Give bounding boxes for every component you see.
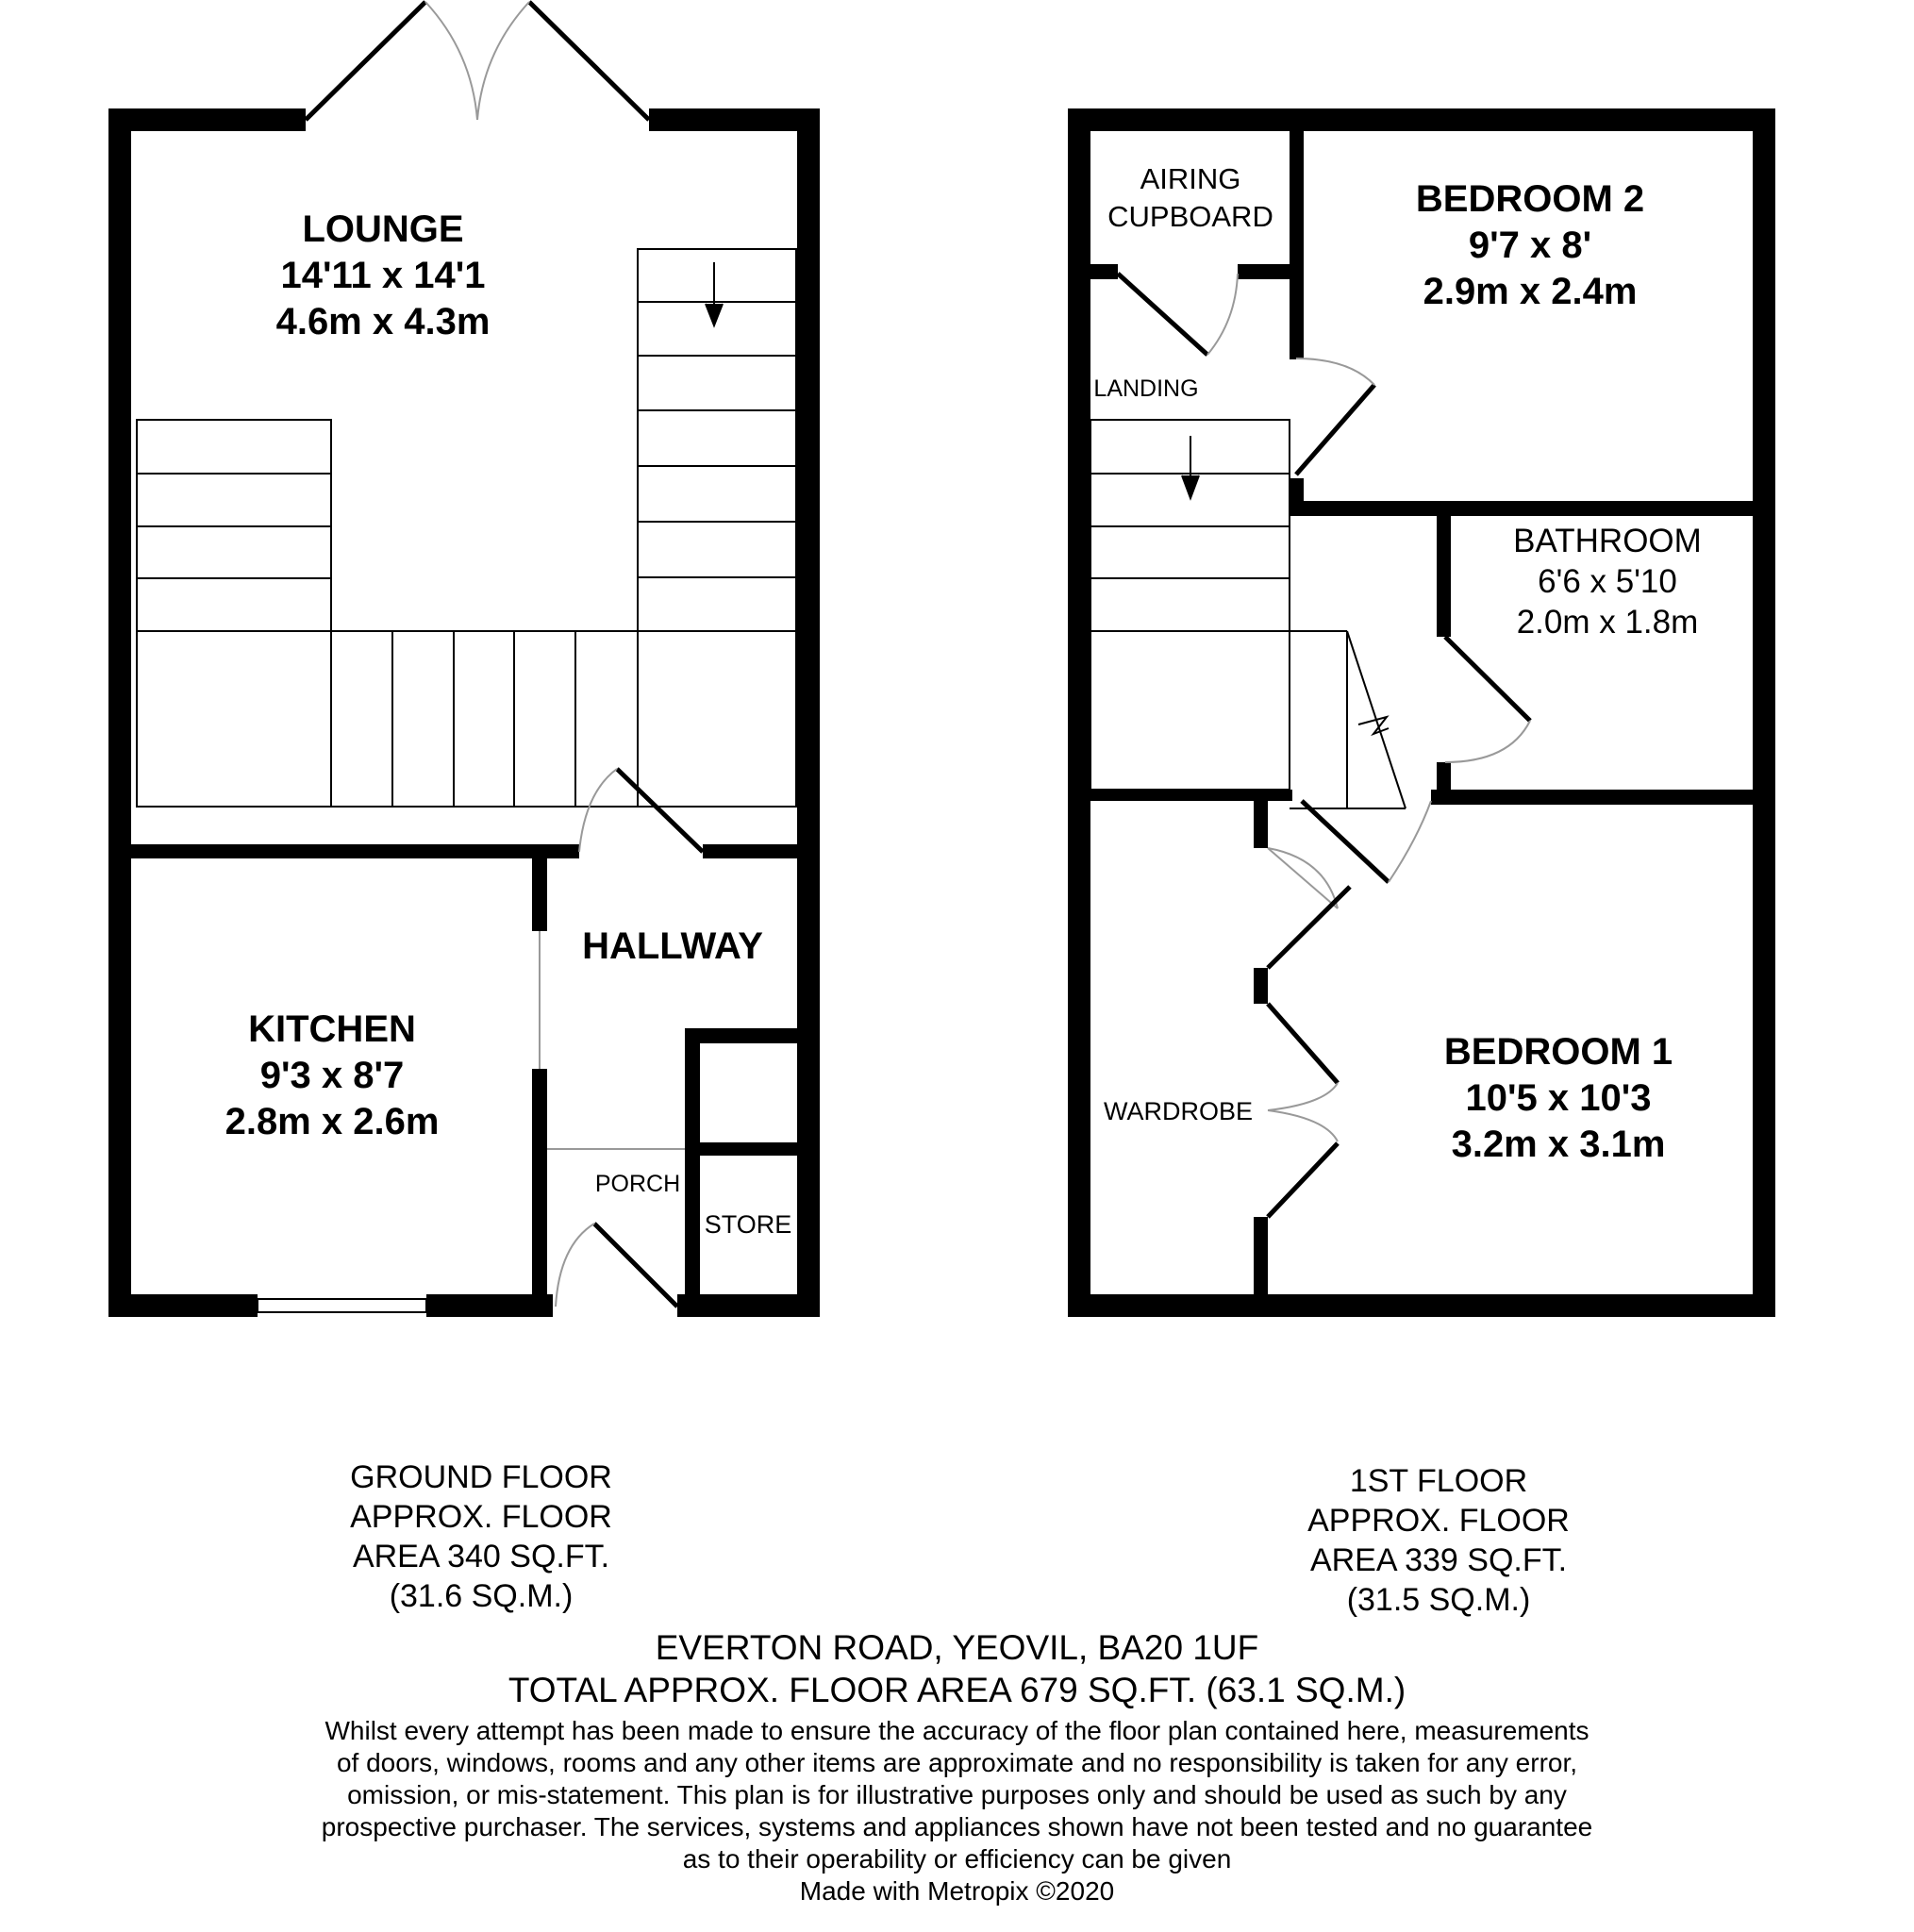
airing-cupboard-label	[1107, 162, 1273, 233]
bedroom2-imperial: 9'7 x 8'	[1468, 225, 1592, 266]
first-floor-area-line1: 1ST FLOOR	[1349, 1463, 1528, 1499]
bathroom-label	[1513, 523, 1702, 641]
disclaimer-line: as to their operability or efficiency can be given	[682, 1844, 1232, 1874]
landing-staircase	[1090, 420, 1406, 808]
bedroom2-metric: 2.9m x 2.4m	[1423, 271, 1638, 312]
ground-floor-area	[283, 1457, 679, 1616]
store-label: STORE	[704, 1210, 792, 1239]
first-floor-area-line4: (31.5 SQ.M.)	[1346, 1582, 1531, 1618]
lounge-name: LOUNGE	[302, 208, 464, 250]
first-floor-walls	[1068, 108, 1775, 1317]
bedroom1-metric: 3.2m x 3.1m	[1451, 1124, 1666, 1165]
ground-floor-area-line1: GROUND FLOOR	[350, 1459, 612, 1495]
first-floor-area	[1240, 1461, 1637, 1620]
disclaimer-line: of doors, windows, rooms and any other items are approximate and no responsibility is taken for any error,	[336, 1748, 1578, 1777]
disclaimer-line: omission, or mis-statement. This plan is for illustrative purposes only and should be used as such by any	[347, 1780, 1567, 1809]
porch-label: PORCH	[594, 1171, 681, 1197]
disclaimer-line: Whilst every attempt has been made to ensure the accuracy of the floor plan contained here, measurements	[325, 1716, 1589, 1745]
bedroom1-imperial: 10'5 x 10'3	[1465, 1077, 1652, 1119]
lounge-imperial: 14'11 x 14'1	[280, 255, 486, 296]
airing-line2: CUPBOARD	[1107, 200, 1273, 233]
kitchen-label	[225, 1008, 440, 1142]
lounge-label	[276, 208, 491, 342]
bathroom-name: BATHROOM	[1513, 523, 1702, 559]
disclaimer-line: prospective purchaser. The services, systems and appliances shown have not been tested and no guarantee	[321, 1812, 1593, 1841]
ground-floor-area-line4: (31.6 SQ.M.)	[389, 1578, 574, 1614]
kitchen-imperial: 9'3 x 8'7	[259, 1055, 405, 1096]
kitchen-name: KITCHEN	[248, 1008, 416, 1050]
ground-floor-area-line3: AREA 340 SQ.FT.	[352, 1539, 610, 1574]
ground-floor-plan	[108, 2, 820, 1317]
kitchen-metric: 2.8m x 2.6m	[225, 1101, 440, 1142]
first-floor-plan	[1068, 108, 1775, 1317]
hallway-label: HALLWAY	[582, 925, 763, 967]
metropix-credit: Made with Metropix ©2020	[799, 1876, 1115, 1906]
total-floor-area: TOTAL APPROX. FLOOR AREA 679 SQ.FT. (63.1 SQ.M.)	[508, 1671, 1406, 1709]
address: EVERTON ROAD, YEOVIL, BA20 1UF	[655, 1628, 1259, 1667]
disclaimer	[0, 1715, 1914, 1907]
airing-line1: AIRING	[1140, 162, 1241, 195]
bedroom2-name: BEDROOM 2	[1415, 178, 1645, 220]
bedroom1-name: BEDROOM 1	[1443, 1031, 1673, 1073]
bedroom2-label	[1416, 178, 1644, 312]
first-floor-area-line3: AREA 339 SQ.FT.	[1309, 1542, 1568, 1578]
bedroom1-label	[1444, 1031, 1673, 1165]
bathroom-metric: 2.0m x 1.8m	[1516, 604, 1699, 641]
first-floor-doors	[1118, 274, 1530, 1217]
bathroom-imperial: 6'6 x 5'10	[1538, 563, 1677, 600]
landing-label: LANDING	[1093, 375, 1199, 402]
ground-floor-area-line2: APPROX. FLOOR	[350, 1499, 612, 1535]
first-floor-area-line2: APPROX. FLOOR	[1307, 1503, 1570, 1539]
lounge-metric: 4.6m x 4.3m	[275, 301, 491, 342]
wardrobe-label: WARDROBE	[1103, 1097, 1254, 1125]
kitchen-window	[258, 1299, 426, 1312]
